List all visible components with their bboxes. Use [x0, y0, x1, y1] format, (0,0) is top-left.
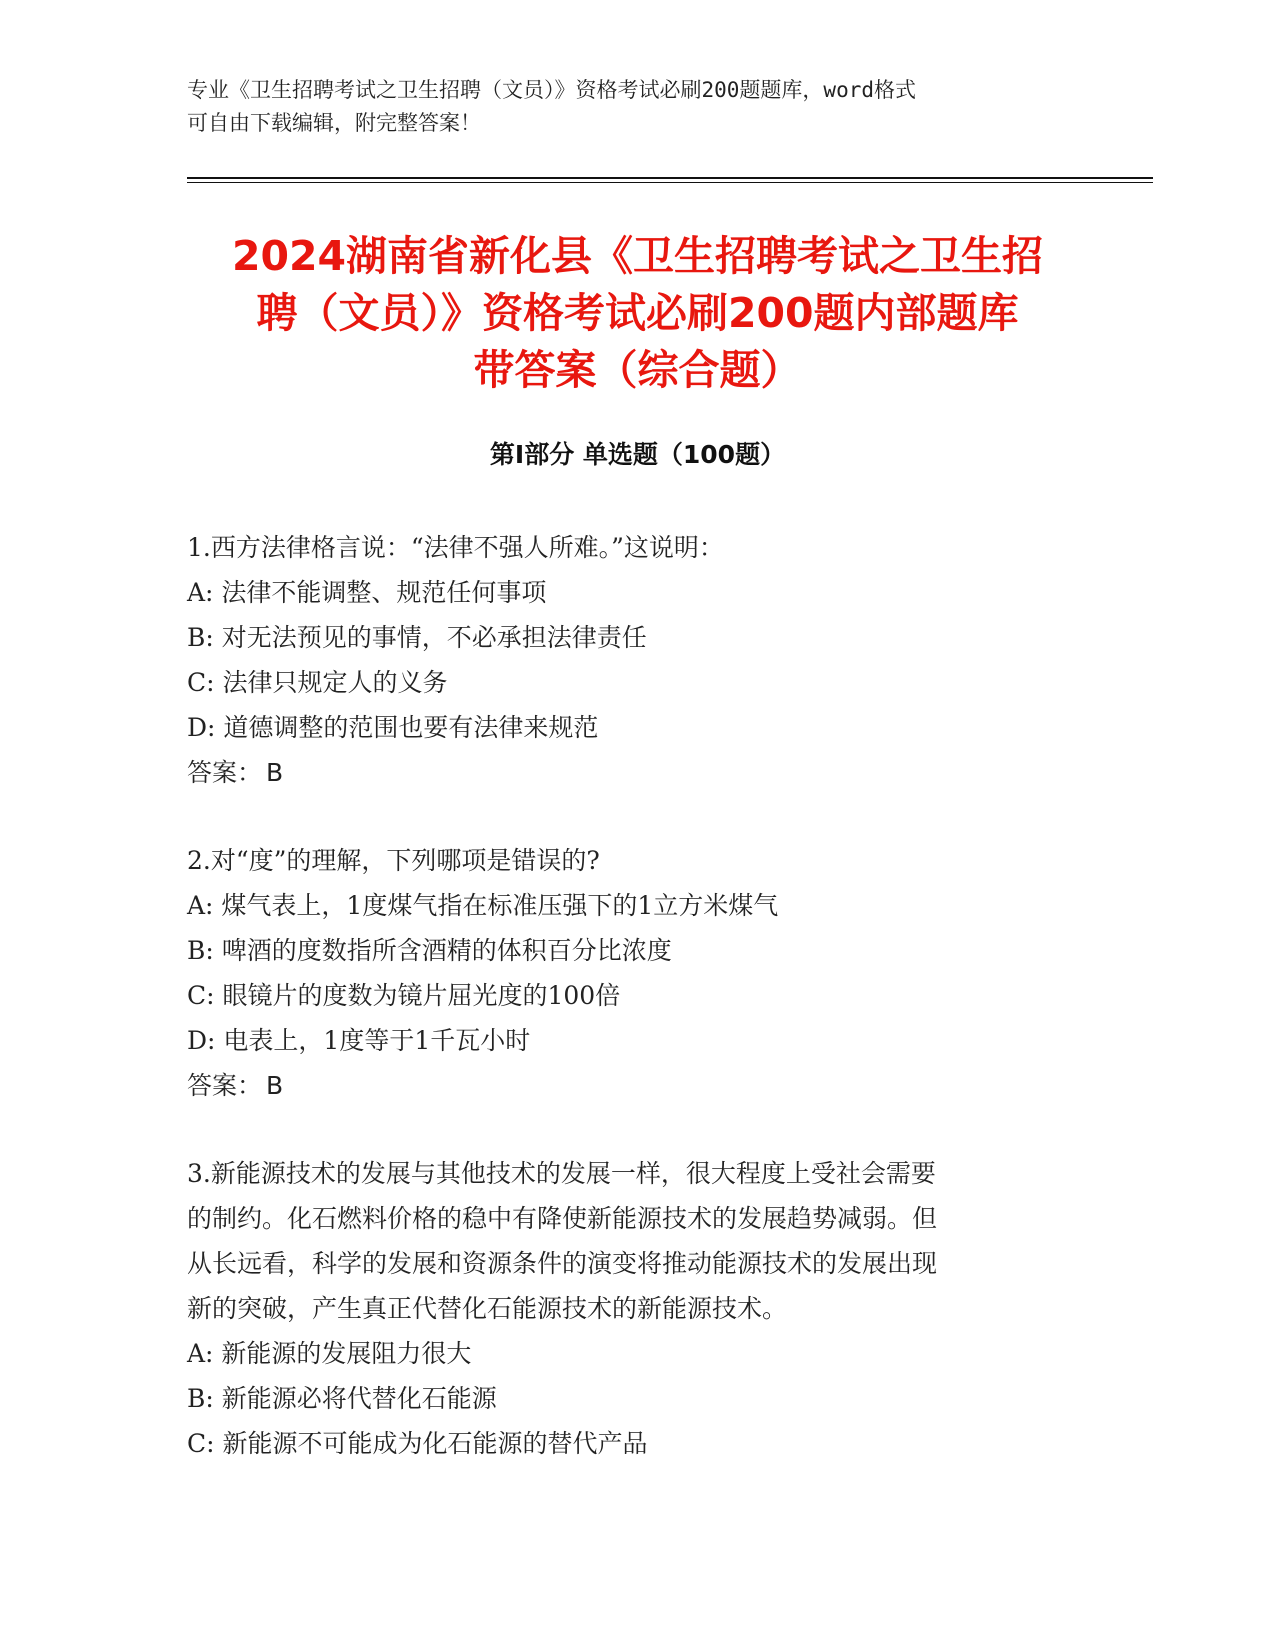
section-heading: 第Ⅰ部分 单选题（100题） — [489, 440, 786, 469]
document-title-line: 带答案（综合题） — [473, 346, 802, 394]
document-title-line: 聘（文员）》资格考试必刷200题内部题库 — [256, 289, 1019, 337]
answer-line — [187, 1063, 1087, 1108]
answer-value: B — [266, 1071, 284, 1100]
answer-label: 答案： — [187, 1071, 263, 1100]
option-c: C: 眼镜片的度数为镜片屈光度的100倍 — [187, 981, 621, 1010]
question-item — [187, 525, 1087, 795]
option-c: C: 法律只规定人的义务 — [187, 668, 448, 697]
question-stem: 的制约。化石燃料价格的稳中有降使新能源技术的发展趋势减弱。但 — [187, 1204, 938, 1233]
document-title — [150, 228, 1125, 399]
header-divider-thin — [187, 182, 1153, 183]
question-item — [187, 838, 1087, 1108]
option-b: B: 对无法预见的事情，不必承担法律责任 — [187, 623, 647, 652]
header-note-line: 专业《卫生招聘考试之卫生招聘（文员）》资格考试必刷200题题库，word格式 — [187, 78, 916, 102]
question-list — [187, 525, 1087, 1509]
option-a: A: 新能源的发展阻力很大 — [187, 1339, 472, 1368]
question-stem: 1.西方法律格言说：“法律不强人所难。”这说明： — [187, 533, 724, 562]
question-stem: 从长远看，科学的发展和资源条件的演变将推动能源技术的发展出现 — [187, 1249, 938, 1278]
option-b: B: 新能源必将代替化石能源 — [187, 1384, 497, 1413]
header-note — [187, 74, 1087, 140]
option-a: A: 煤气表上，1度煤气指在标准压强下的1立方米煤气 — [187, 891, 779, 920]
answer-label: 答案： — [187, 758, 263, 787]
question-item — [187, 1151, 1087, 1466]
question-stem: 2.对“度”的理解，下列哪项是错误的? — [187, 846, 600, 875]
option-c: C: 新能源不可能成为化石能源的替代产品 — [187, 1429, 648, 1458]
answer-value: B — [266, 758, 284, 787]
option-d: D: 电表上，1度等于1千瓦小时 — [187, 1026, 531, 1055]
option-a: A: 法律不能调整、规范任何事项 — [187, 578, 547, 607]
question-stem: 3.新能源技术的发展与其他技术的发展一样，很大程度上受社会需要 — [187, 1159, 936, 1188]
document-title-line: 2024湖南省新化县《卫生招聘考试之卫生招 — [231, 232, 1044, 280]
option-d: D: 道德调整的范围也要有法律来规范 — [187, 713, 599, 742]
option-b: B: 啤酒的度数指所含酒精的体积百分比浓度 — [187, 936, 672, 965]
header-note-line: 可自由下载编辑，附完整答案！ — [187, 111, 481, 135]
question-stem: 新的突破，产生真正代替化石能源技术的新能源技术。 — [187, 1294, 788, 1323]
header-divider-thick — [187, 177, 1153, 179]
answer-line — [187, 750, 1087, 795]
